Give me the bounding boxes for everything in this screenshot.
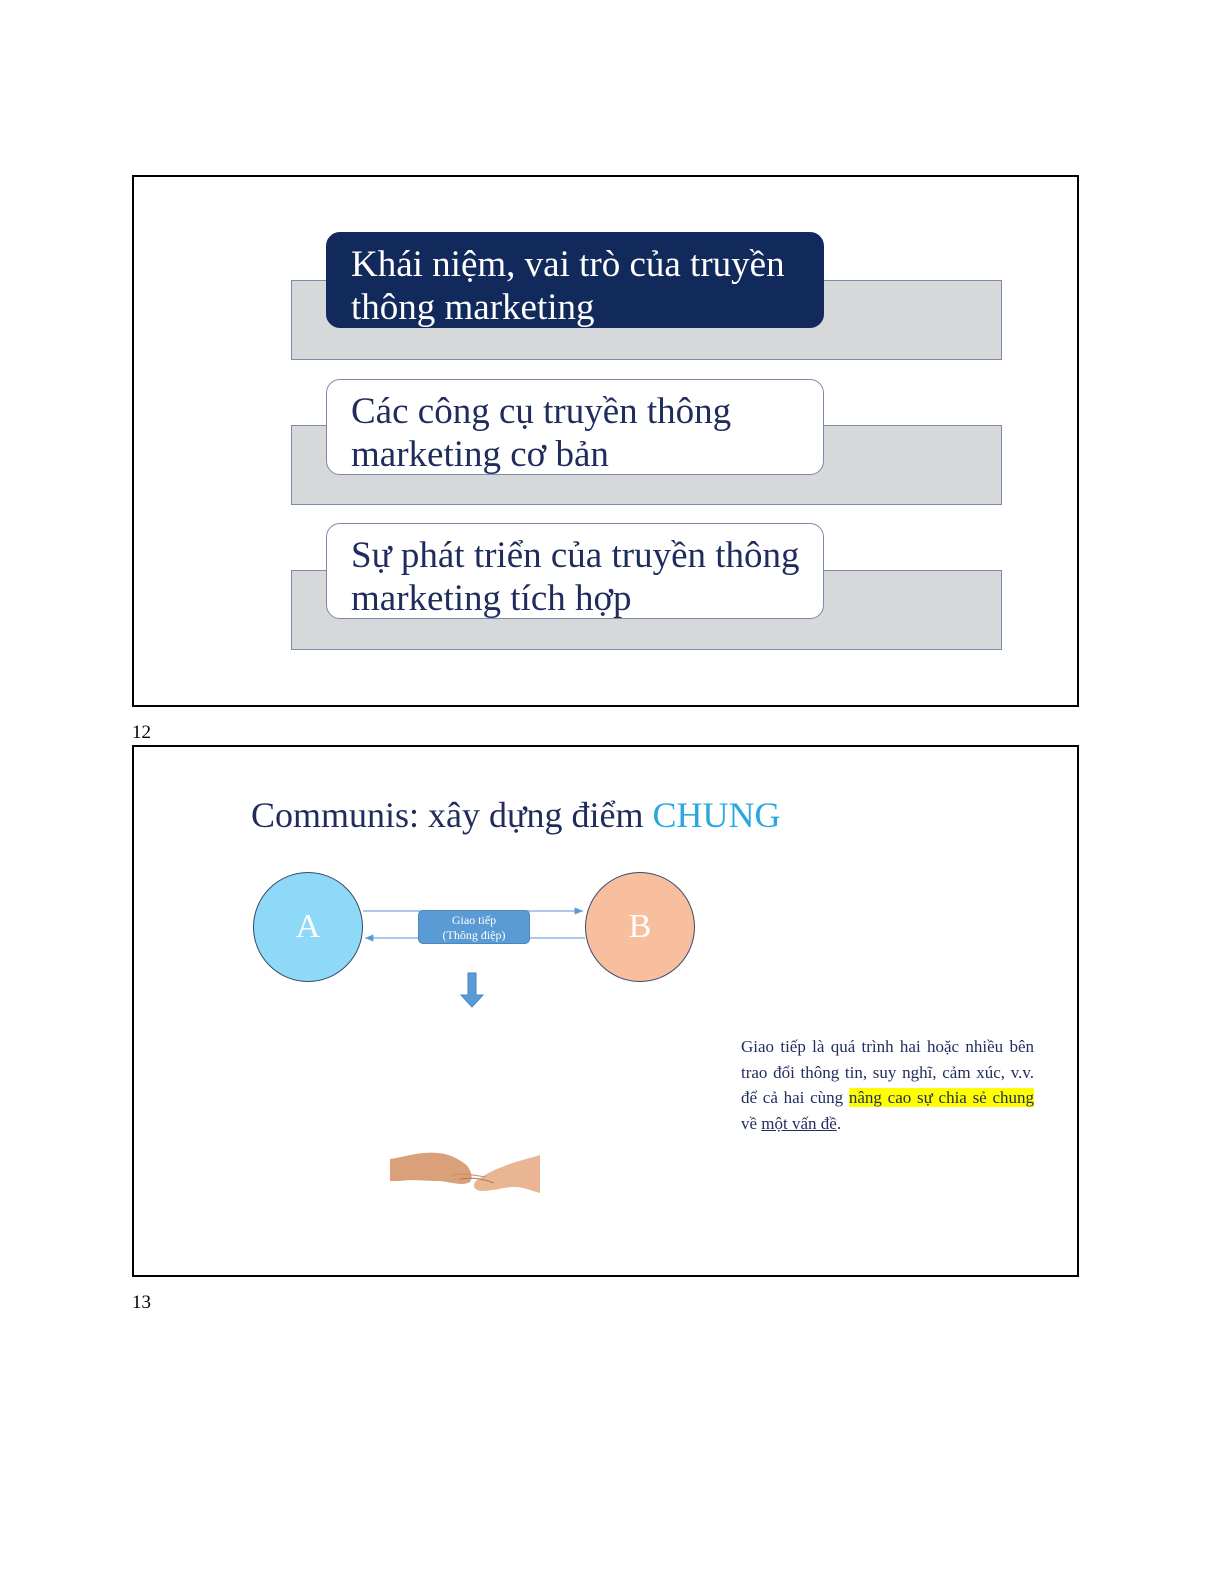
- slide-12: [132, 175, 1079, 707]
- description-highlight: nâng cao sự chia sẻ chung: [848, 1088, 1034, 1107]
- title-accent: CHUNG: [652, 795, 781, 835]
- slide-13: [132, 745, 1079, 1277]
- exchange-arrows: [134, 747, 1081, 1277]
- description-underlined: một vấn đề: [761, 1113, 837, 1133]
- node-b-label: B: [628, 908, 652, 945]
- item-2-box: [326, 379, 824, 475]
- down-arrow-icon: [461, 973, 483, 1007]
- title-main: Communis: xây dựng điểm: [251, 795, 644, 835]
- message-line2: (Thông điệp): [442, 928, 506, 942]
- message-box: [418, 910, 530, 944]
- item-1-box: [326, 232, 824, 328]
- description-text: Giao tiếp là quá trình hai hoặc nhiều bên trao đổi thông tin, suy nghĩ, cảm xúc, v.v. để cả hai cùng: [741, 1037, 1034, 1107]
- description-connector: về: [741, 1113, 762, 1133]
- handshake-image: [390, 1147, 540, 1207]
- description-end: .: [836, 1113, 842, 1133]
- item-3-box: [326, 523, 824, 619]
- message-line1: Giao tiếp: [451, 913, 497, 927]
- item-1-label: Khái niệm, vai trò của truyền thông marketing: [351, 244, 785, 328]
- item-3-label: Sự phát triển của truyền thông marketing tích hợp: [351, 535, 800, 619]
- page-number-12: 12: [132, 722, 151, 743]
- description-paragraph: [741, 1034, 1034, 1136]
- page-number-13: 13: [132, 1292, 151, 1313]
- item-2-label: Các công cụ truyền thông marketing cơ bản: [351, 391, 732, 475]
- node-a-label: A: [295, 908, 321, 945]
